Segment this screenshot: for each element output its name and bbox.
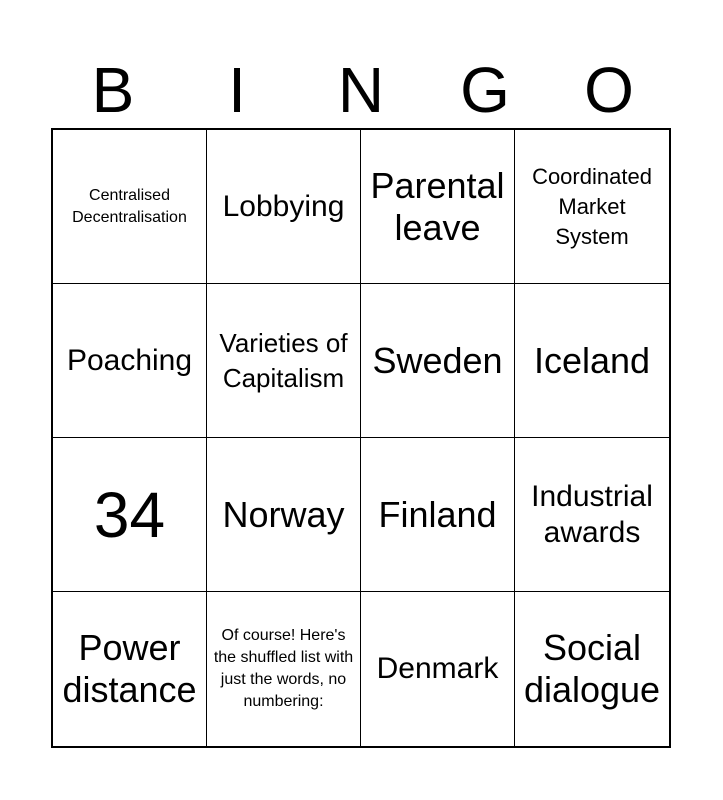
bingo-cell[interactable] [361, 130, 515, 284]
bingo-cell[interactable] [207, 438, 361, 592]
bingo-cell[interactable] [515, 130, 669, 284]
cell-text: 34 [93, 478, 166, 551]
cell-text: Social dialogue [523, 627, 661, 710]
bingo-cell[interactable] [515, 592, 669, 746]
bingo-cell[interactable] [361, 438, 515, 592]
header-letter-n: N [337, 54, 385, 126]
header-letter-b: B [91, 54, 135, 126]
cell-text: Norway [222, 493, 345, 535]
cell-text: Parental leave [370, 164, 505, 248]
cell-text: Power distance [62, 627, 197, 710]
bingo-cell[interactable] [53, 130, 207, 284]
bingo-cell[interactable] [53, 592, 207, 746]
bingo-cell[interactable] [53, 438, 207, 592]
bingo-cell[interactable] [207, 130, 361, 284]
bingo-header [51, 52, 671, 128]
header-letter-i: I [228, 54, 246, 126]
cell-text: Poaching [66, 343, 193, 377]
cell-text: Centralised Decentralisation [72, 186, 187, 226]
bingo-cell[interactable] [53, 284, 207, 438]
header-letter-o: O [584, 54, 634, 126]
cell-text: Coordinated Market System [532, 163, 652, 249]
bingo-cell[interactable] [515, 438, 669, 592]
cell-text: Sweden [372, 339, 503, 381]
cell-text: Varieties of Capitalism [219, 327, 348, 393]
cell-text: Industrial awards [531, 479, 653, 549]
cell-text: Iceland [533, 339, 651, 381]
bingo-cell[interactable] [361, 592, 515, 746]
bingo-card [51, 128, 671, 748]
cell-text: Of course! Here's the shuffled list with just the words, no numbering: [213, 627, 354, 710]
cell-text: Finland [378, 493, 497, 535]
bingo-cell[interactable] [361, 284, 515, 438]
cell-text: Denmark [376, 652, 499, 685]
bingo-cell[interactable] [207, 592, 361, 746]
bingo-cell[interactable] [207, 284, 361, 438]
cell-text: Lobbying [222, 189, 345, 223]
header-letter-g: G [460, 54, 510, 126]
bingo-cell[interactable] [515, 284, 669, 438]
